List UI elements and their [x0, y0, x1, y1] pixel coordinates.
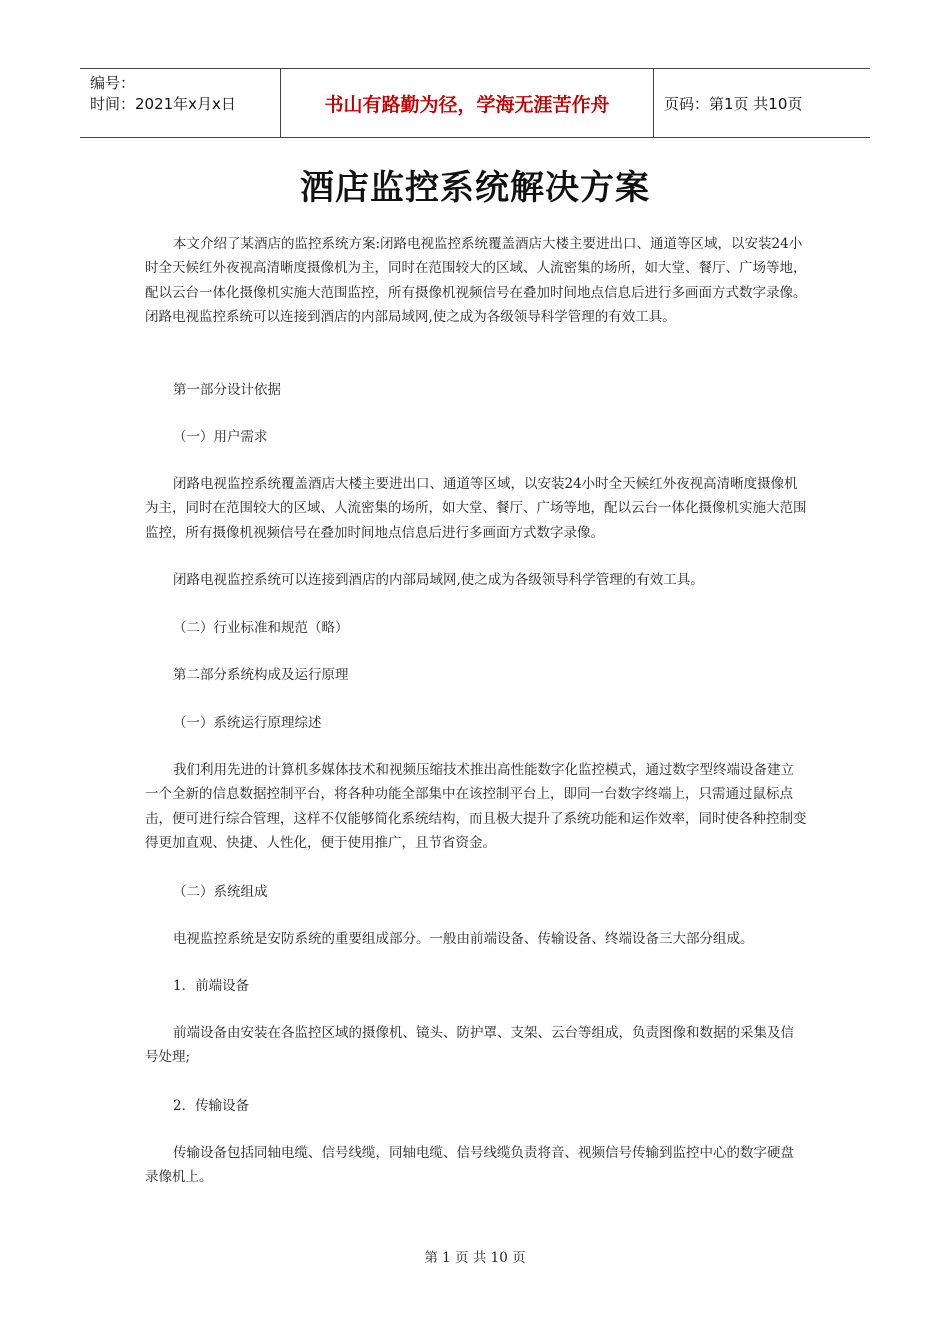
document-title: 酒店监控系统解决方案	[300, 168, 650, 208]
item-front-end: 1．前端设备	[173, 978, 250, 994]
page-header	[80, 68, 870, 138]
page-footer: 第 1 页 共 10 页	[424, 1250, 526, 1266]
user-requirements-paragraph-2: 闭路电视监控系统可以连接到酒店的内部局域网,使之成为各级领导科学管理的有效工具。	[173, 572, 704, 588]
intro-paragraph: 本文介绍了某酒店的监控系统方案:闭路电视监控系统覆盖酒店大楼主要进出口、通道等区域，以安装24小时全天候红外夜视高清晰度摄像机为主，同时在范围较大的区域、人流密集的场所，如大堂、餐厅、广场等地，配以云台一体化摄像机实施大范围监控，所有摄像机视频信号在叠加时间地点信息后进行多画面方式数字录像。闭路电视监控系统可以连接到酒店的内部局域网,使之成为各级领导科学管理的有效工具。	[145, 236, 807, 326]
header-meta	[80, 69, 281, 137]
section-composition: （二）系统组成	[173, 884, 268, 900]
section-principle: （一）系统运行原理综述	[173, 715, 322, 731]
principle-paragraph: 我们利用先进的计算机多媒体技术和视频压缩技术推出高性能数字化监控模式，通过数字型终端设备建立一个全新的信息数据控制平台，将各种功能全部集中在该控制平台上，即同一台数字终端上，只需通过鼠标点击，便可进行综合管理，这样不仅能够简化系统结构，而且极大提升了系统功能和运作效率，同时使各种控制变得更加直观、快捷、人性化，便于使用推广，且节省资金。	[145, 762, 807, 852]
transmission-paragraph: 传输设备包括同轴电缆、信号线缆，同轴电缆、信号线缆负责将音、视频信号传输到监控中心的数字硬盘录像机上。	[145, 1145, 794, 1186]
user-requirements-paragraph-1: 闭路电视监控系统覆盖酒店大楼主要进出口、通道等区域，以安装24小时全天候红外夜视高清晰度摄像机为主，同时在范围较大的区域、人流密集的场所，如大堂、餐厅、广场等地，配以云台一体化摄像机实施大范围监控，所有摄像机视频信号在叠加时间地点信息后进行多画面方式数字录像。	[145, 476, 807, 541]
document-number-label: 编号：	[90, 74, 136, 92]
front-end-paragraph: 前端设备由安装在各监控区域的摄像机、镜头、防护罩、支架、云台等组成，负责图像和数据的采集及信号处理;	[145, 1025, 794, 1066]
part1-heading: 第一部分设计依据	[173, 382, 281, 398]
part2-heading: 第二部分系统构成及运行原理	[173, 667, 349, 683]
composition-paragraph: 电视监控系统是安防系统的重要组成部分。一般由前端设备、传输设备、终端设备三大部分组成。	[173, 931, 754, 947]
section-standards: （二）行业标准和规范（略）	[173, 620, 349, 636]
item-transmission: 2．传输设备	[173, 1098, 250, 1114]
header-page-code: 页码：第1页 共10页	[664, 94, 803, 113]
section-user-requirements: （一）用户需求	[173, 429, 268, 445]
document-time-label: 时间：2021年x月x日	[90, 95, 236, 113]
header-motto: 书山有路勤为径，学海无涯苦作舟	[281, 69, 654, 137]
